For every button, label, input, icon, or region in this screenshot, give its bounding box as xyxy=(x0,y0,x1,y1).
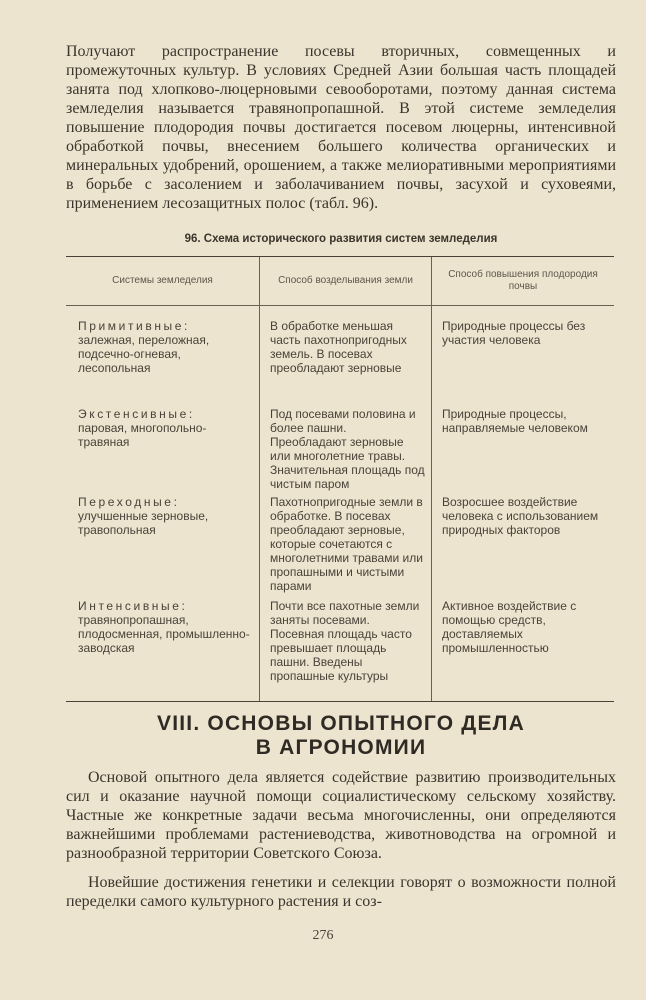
category-label: Экстенсивные: xyxy=(78,407,195,421)
header-fertility: Способ повышения плодородия почвы xyxy=(448,269,598,292)
column-divider xyxy=(431,257,432,701)
section-paragraph-1: Основой опытного дела является содействие развитию производительных сил и оказание научной помощи социалистическому сельскому хозяйству. Частные же конкретные задачи весьма многочисленны, они определяются важнейшими проблемами растениеводства, животноводства на огромной и разнообразной территории Советского Союза. xyxy=(66,769,616,862)
category-label: Переходные: xyxy=(78,495,180,509)
systems-list: улучшенные зерновые, травопольная xyxy=(78,509,209,537)
systems-list: залежная, переложная, подсечно-огневая, лесопольная xyxy=(78,333,210,375)
section-title-line2: В АГРОНОМИИ xyxy=(255,736,427,759)
fertility-cell: Активное воздействие с помощью средств, доставляемых промышленностью xyxy=(442,599,577,655)
column-divider xyxy=(259,257,260,701)
systems-table xyxy=(66,256,614,702)
header-divider xyxy=(66,305,614,306)
fertility-cell: Природные процессы, направляемые человеком xyxy=(442,407,588,435)
section-paragraph-2: Новейшие достижения генетики и селекции говорят о возможности полной переделки самого культурного растения и соз- xyxy=(66,874,616,910)
section-title xyxy=(66,712,616,760)
fertility-cell: Возросшее воздействие человека с использованием природных факторов xyxy=(442,495,599,537)
cultivation-cell: В обработке меньшая часть пахотнопригодных земель. В посевах преобладают зерновые xyxy=(270,319,407,375)
section-title-line1: VIII. ОСНОВЫ ОПЫТНОГО ДЕЛА xyxy=(157,712,525,735)
table-caption: 96. Схема исторического развития систем земледелия xyxy=(184,233,498,245)
table-row-systems xyxy=(78,599,250,655)
systems-list: травянопропашная, плодосменная, промышленно-заводская xyxy=(78,613,250,655)
systems-list: паровая, многопольно-травяная xyxy=(78,421,207,449)
cultivation-cell: Пахотнопригодные земли в обработке. В посевах преобладают зерновые, которые сочетаются с многолетними травами или пропашными и чистыми парами xyxy=(270,495,423,593)
header-cultivation: Способ возделывания земли xyxy=(278,275,413,286)
header-systems: Системы земледелия xyxy=(112,275,213,286)
page-number: 276 xyxy=(312,928,334,943)
cultivation-cell: Под посевами половина и более пашни. Преобладают зерновые или многолетние травы. Значительная площадь под чистым паром xyxy=(270,407,425,491)
fertility-cell: Природные процессы без участия человека xyxy=(442,319,586,347)
cultivation-cell: Почти все пахотные земли заняты посевами. Посевная площадь часто превышает площадь пашни. Введены пропашные культуры xyxy=(270,599,420,683)
table-row-systems xyxy=(78,495,250,537)
category-label: Примитивные: xyxy=(78,319,190,333)
intro-paragraph: Получают распространение посевы вторичных, совмещенных и промежуточных культур. В условиях Средней Азии большая часть площадей занята под хлопково-люцерновыми севооборотами, поэтому данная система земледелия называется травянопропашной. В этой системе земледелия повышение плодородия почвы достигается посевом люцерны, интенсивной обработкой почвы, внесением большего количества органических и минеральных удобрений, орошением, а также мелиоративными мероприятиями в борьбе с засолением и заболачиванием почвы, засухой и суховеями, применением лесозащитных полос (табл. 96). xyxy=(66,43,616,212)
category-label: Интенсивные: xyxy=(78,599,188,613)
table-row-systems xyxy=(78,319,250,375)
table-row-systems xyxy=(78,407,250,449)
